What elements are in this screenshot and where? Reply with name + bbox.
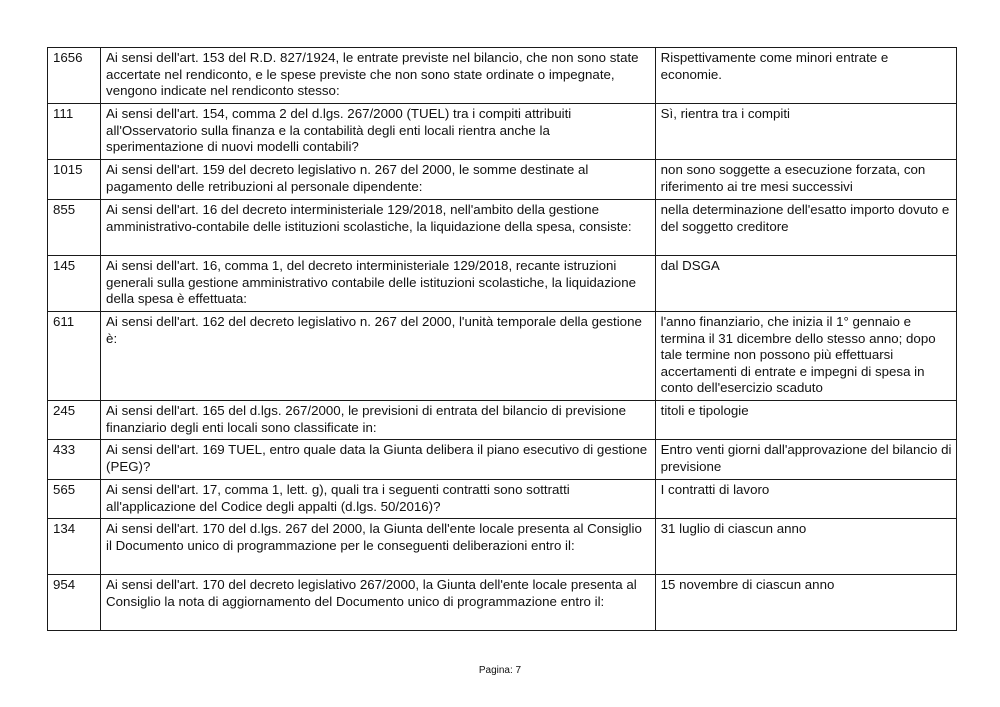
- question-id: 954: [48, 575, 101, 631]
- question-text: Ai sensi dell'art. 170 del decreto legislativo 267/2000, la Giunta dell'ente locale presenta al Consiglio la nota di aggiornamento del Documento unico di programmazione entro il:: [101, 575, 656, 631]
- question-text: Ai sensi dell'art. 169 TUEL, entro quale data la Giunta delibera il piano esecutivo di gestione (PEG)?: [101, 440, 656, 480]
- table-row: [48, 480, 957, 519]
- question-text: Ai sensi dell'art. 16 del decreto interministeriale 129/2018, nell'ambito della gestione amministrativo-contabile delle istituzioni scolastiche, la liquidazione della spesa, consiste:: [101, 200, 656, 256]
- answer-text: l'anno finanziario, che inizia il 1° gennaio e termina il 31 dicembre dello stesso anno; dopo tale termine non possono più effettuarsi accertamenti di entrate e impegni di spesa in conto dell'esercizio scaduto: [655, 312, 956, 401]
- answer-text: titoli e tipologie: [655, 401, 956, 440]
- questions-table: [47, 47, 957, 631]
- table-row: [48, 200, 957, 256]
- question-id: 855: [48, 200, 101, 256]
- answer-text: Entro venti giorni dall'approvazione del bilancio di previsione: [655, 440, 956, 480]
- question-text: Ai sensi dell'art. 162 del decreto legislativo n. 267 del 2000, l'unità temporale della gestione è:: [101, 312, 656, 401]
- table-row: [48, 104, 957, 160]
- question-id: 134: [48, 519, 101, 575]
- question-id: 1015: [48, 160, 101, 200]
- answer-text: I contratti di lavoro: [655, 480, 956, 519]
- question-id: 245: [48, 401, 101, 440]
- table-row: [48, 575, 957, 631]
- question-id: 1656: [48, 48, 101, 104]
- question-text: Ai sensi dell'art. 159 del decreto legislativo n. 267 del 2000, le somme destinate al pagamento delle retribuzioni al personale dipendente:: [101, 160, 656, 200]
- question-text: Ai sensi dell'art. 170 del d.lgs. 267 del 2000, la Giunta dell'ente locale presenta al Consiglio il Documento unico di programmazione per le conseguenti deliberazioni entro il:: [101, 519, 656, 575]
- table-row: [48, 519, 957, 575]
- answer-text: dal DSGA: [655, 256, 956, 312]
- table-row: [48, 256, 957, 312]
- answer-text: non sono soggette a esecuzione forzata, con riferimento ai tre mesi successivi: [655, 160, 956, 200]
- question-id: 565: [48, 480, 101, 519]
- table-row: [48, 440, 957, 480]
- answer-text: nella determinazione dell'esatto importo dovuto e del soggetto creditore: [655, 200, 956, 256]
- answer-text: 31 luglio di ciascun anno: [655, 519, 956, 575]
- question-text: Ai sensi dell'art. 154, comma 2 del d.lgs. 267/2000 (TUEL) tra i compiti attribuiti all'Osservatorio sulla finanza e la contabilità degli enti locali rientra anche la sperimentazione di nuovi modelli contabili?: [101, 104, 656, 160]
- table-row: [48, 312, 957, 401]
- answer-text: Sì, rientra tra i compiti: [655, 104, 956, 160]
- question-id: 433: [48, 440, 101, 480]
- question-text: Ai sensi dell'art. 165 del d.lgs. 267/2000, le previsioni di entrata del bilancio di previsione finanziario degli enti locali sono classificate in:: [101, 401, 656, 440]
- table-row: [48, 160, 957, 200]
- question-id: 145: [48, 256, 101, 312]
- page-number: Pagina: 7: [478, 665, 522, 676]
- question-text: Ai sensi dell'art. 17, comma 1, lett. g), quali tra i seguenti contratti sono sottratti all'applicazione del Codice degli appalti (d.lgs. 50/2016)?: [101, 480, 656, 519]
- question-id: 611: [48, 312, 101, 401]
- answer-text: 15 novembre di ciascun anno: [655, 575, 956, 631]
- question-text: Ai sensi dell'art. 153 del R.D. 827/1924, le entrate previste nel bilancio, che non sono state accertate nel rendiconto, e le spese previste che non sono state ordinate o impegnate, vengono indicate nel rendiconto stesso:: [101, 48, 656, 104]
- table-row: [48, 48, 957, 104]
- question-text: Ai sensi dell'art. 16, comma 1, del decreto interministeriale 129/2018, recante istruzioni generali sulla gestione amministrativo contabile delle istituzioni scolastiche, la liquidazione della spesa è effettuata:: [101, 256, 656, 312]
- question-id: 111: [48, 104, 101, 160]
- answer-text: Rispettivamente come minori entrate e economie.: [655, 48, 956, 104]
- table-row: [48, 401, 957, 440]
